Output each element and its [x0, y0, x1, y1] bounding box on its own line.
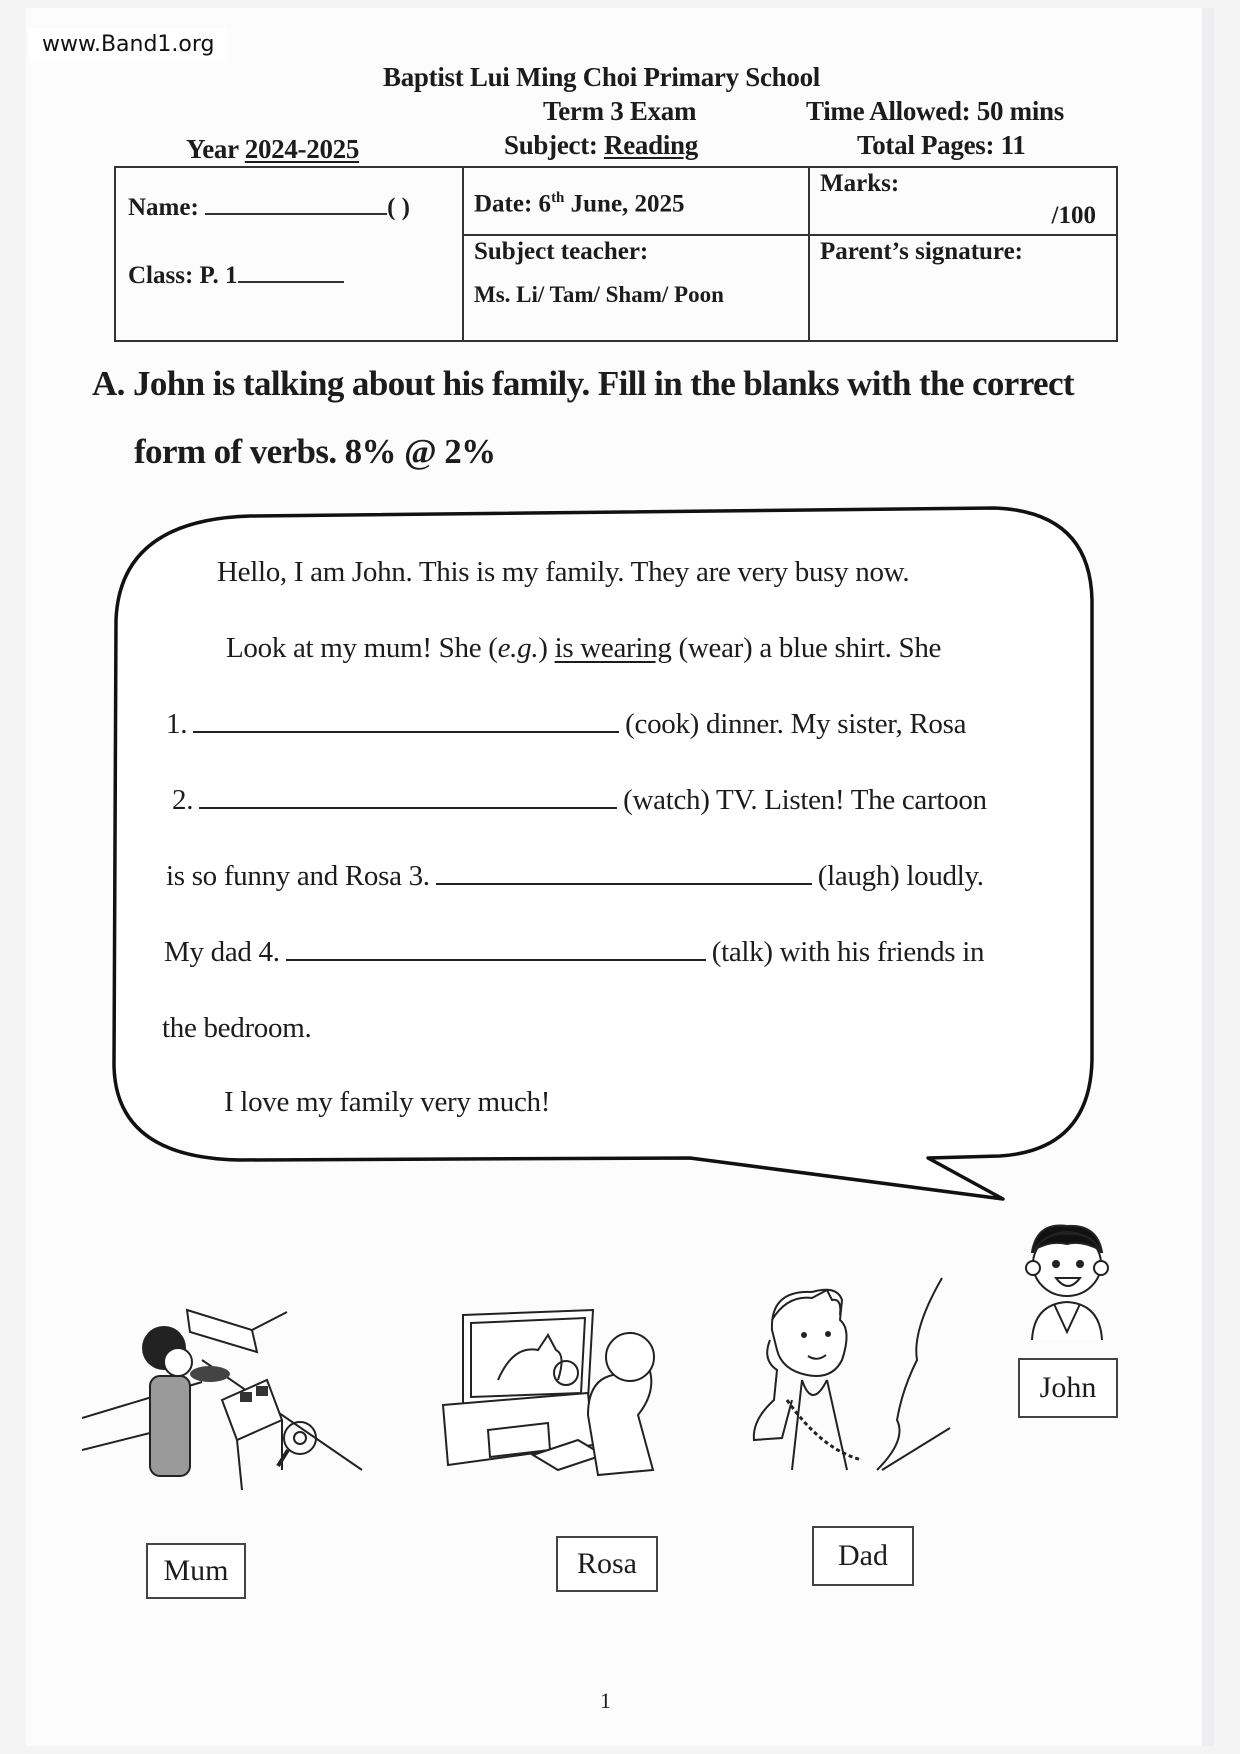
teacher-label: Subject teacher: — [474, 238, 649, 265]
exam-date: Date: 6th June, 2025 — [474, 190, 685, 218]
mum-cooking-illustration — [82, 1290, 392, 1500]
passage-closing: I love my family very much! — [224, 1086, 551, 1118]
section-a-title-cont: form of verbs. 8% @ 2% — [134, 432, 496, 471]
passage-intro: Hello, I am John. This is my family. They are very busy now. — [217, 556, 910, 588]
question-4: My dad 4. (talk) with his friends in — [164, 936, 985, 968]
answer-blank-2[interactable] — [199, 785, 617, 809]
page-number: 1 — [600, 1688, 611, 1713]
year-value: 2024-2025 — [244, 134, 360, 164]
answer-blank-4[interactable] — [286, 937, 706, 961]
label-rosa: Rosa — [556, 1536, 658, 1592]
question-2: 2. (watch) TV. Listen! The cartoon — [172, 784, 987, 816]
watermark: www.Band1.org — [30, 28, 227, 63]
time-allowed: Time Allowed: 50 mins — [806, 96, 1064, 126]
class-label: Class: P. 1 — [128, 262, 238, 289]
label-dad: Dad — [812, 1526, 914, 1586]
exam-name: Term 3 Exam — [543, 96, 697, 126]
total-pages: Total Pages: 11 — [857, 130, 1026, 160]
john-illustration — [1012, 1222, 1122, 1342]
label-john: John — [1018, 1358, 1118, 1418]
class-number-paren: ( ) — [387, 194, 410, 221]
label-mum: Mum — [146, 1543, 246, 1599]
marks-label: Marks: — [820, 170, 900, 197]
passage-bedroom: the bedroom. — [162, 1012, 312, 1044]
school-name: Baptist Lui Ming Choi Primary School — [383, 62, 820, 92]
teacher-names: Ms. Li/ Tam/ Sham/ Poon — [474, 282, 724, 307]
rosa-watching-tv-illustration — [438, 1305, 698, 1485]
name-label: Name: — [128, 194, 199, 221]
parent-signature-label: Parent’s signature: — [820, 238, 1023, 265]
question-1: 1. (cook) dinner. My sister, Rosa — [166, 708, 967, 740]
dad-on-phone-illustration — [742, 1270, 962, 1480]
year-label: Year — [186, 134, 245, 164]
passage-example: Look at my mum! She (e.g.) is wearing (wear) a blue shirt. She — [226, 632, 942, 664]
subject-label: Subject: — [504, 130, 605, 160]
marks-total: /100 — [1051, 202, 1096, 229]
question-3: is so funny and Rosa 3. (laugh) loudly. — [166, 860, 984, 892]
example-answer: is wearing — [554, 632, 672, 664]
subject-value: Reading — [604, 130, 698, 160]
section-a-title: A. John is talking about his family. Fill in the blanks with the correct — [92, 364, 1074, 403]
answer-blank-1[interactable] — [193, 709, 619, 733]
answer-blank-3[interactable] — [436, 861, 812, 885]
